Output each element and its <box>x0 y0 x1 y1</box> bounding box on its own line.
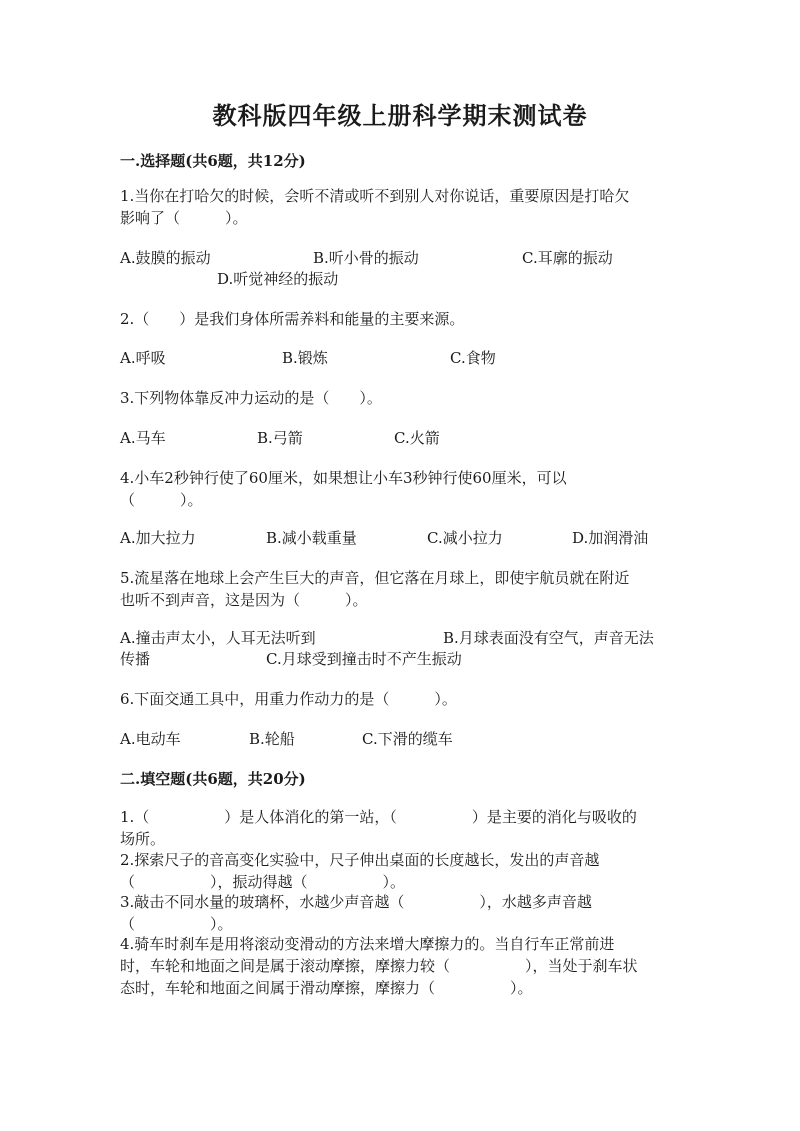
option-a: A.加大拉力 <box>120 529 196 547</box>
section-heading-choice: 一.选择题(共6题，共12分) <box>120 152 306 170</box>
option-d: D.加润滑油 <box>572 529 649 547</box>
option-a: A.鼓膜的振动 <box>120 249 211 267</box>
option-b: B.弓箭 <box>257 429 303 447</box>
option-c: C.月球受到撞击时不产生振动 <box>266 650 462 668</box>
option-b: B.减小载重量 <box>266 529 357 547</box>
fill-line: （ ）。 <box>120 915 233 933</box>
question-1 <box>120 185 680 229</box>
fill-line: 4.骑车时刹车是用将滚动变滑动的方法来增大摩擦力的。当自行车正常前进 <box>120 935 615 953</box>
fill-line: 2.探索尺子的音高变化实验中，尺子伸出桌面的长度越长，发出的声音越 <box>120 851 600 869</box>
option-a: A.撞击声太小，人耳无法听到 <box>120 629 316 647</box>
question-stem: 2.（ ）是我们身体所需养料和能量的主要来源。 <box>120 310 465 328</box>
option-b: B.锻炼 <box>282 349 328 367</box>
fill-item-3 <box>120 891 680 935</box>
question-5 <box>120 567 680 611</box>
fill-line: 3.敲击不同水量的玻璃杯，水越少声音越（ ），水越多声音越 <box>120 893 592 911</box>
question-stem-cont: 也听不到声音，这是因为（ ）。 <box>120 591 368 609</box>
option-a: A.电动车 <box>120 730 181 748</box>
question-stem: 5.流星落在地球上会产生巨大的声音，但它落在月球上，即使宇航员就在附近 <box>120 569 630 587</box>
fill-item-2 <box>120 849 680 893</box>
option-b: B.轮船 <box>249 730 295 748</box>
option-b-cont: 传播 <box>120 650 151 668</box>
option-a: A.呼吸 <box>120 349 166 367</box>
question-3 <box>120 387 680 409</box>
question-stem: 1.当你在打哈欠的时候，会听不清或听不到别人对你说话，重要原因是打哈欠 <box>120 187 630 205</box>
question-4 <box>120 467 680 511</box>
fill-item-4 <box>120 933 680 999</box>
option-b: B.月球表面没有空气，声音无法 <box>443 629 654 647</box>
question-stem: 4.小车2秒钟行使了60厘米，如果想让小车3秒钟行使60厘米，可以 <box>120 469 567 487</box>
question-6 <box>120 688 680 710</box>
fill-item-1 <box>120 806 680 850</box>
option-c: C.耳廓的振动 <box>522 249 613 267</box>
fill-line: 1.（ ）是人体消化的第一站，（ ）是主要的消化与吸收的 <box>120 808 637 826</box>
fill-line: 时，车轮和地面之间是属于滚动摩擦，摩擦力较（ ），当处于刹车状 <box>120 957 638 975</box>
question-stem: 3.下列物体靠反冲力运动的是（ ）。 <box>120 389 382 407</box>
option-d: D.听觉神经的振动 <box>217 270 339 288</box>
option-b: B.听小骨的振动 <box>313 249 419 267</box>
fill-line: 场所。 <box>120 830 166 848</box>
option-c: C.食物 <box>450 349 496 367</box>
question-stem: 6.下面交通工具中，用重力作动力的是（ ）。 <box>120 690 457 708</box>
fill-line: （ ），振动得越（ ）。 <box>120 873 406 891</box>
option-c: C.火箭 <box>394 429 440 447</box>
option-a: A.马车 <box>120 429 166 447</box>
option-c: C.下滑的缆车 <box>362 730 453 748</box>
question-2 <box>120 308 680 330</box>
question-stem-cont: 影响了（ ）。 <box>120 209 248 227</box>
page-title: 教科版四年级上册科学期末测试卷 <box>212 101 588 130</box>
section-heading-fill: 二.填空题(共6题，共20分) <box>120 770 306 788</box>
question-stem-cont: （ ）。 <box>120 491 203 509</box>
fill-line: 态时，车轮和地面之间属于滑动摩擦，摩擦力（ ）。 <box>120 979 533 997</box>
option-c: C.减小拉力 <box>427 529 503 547</box>
